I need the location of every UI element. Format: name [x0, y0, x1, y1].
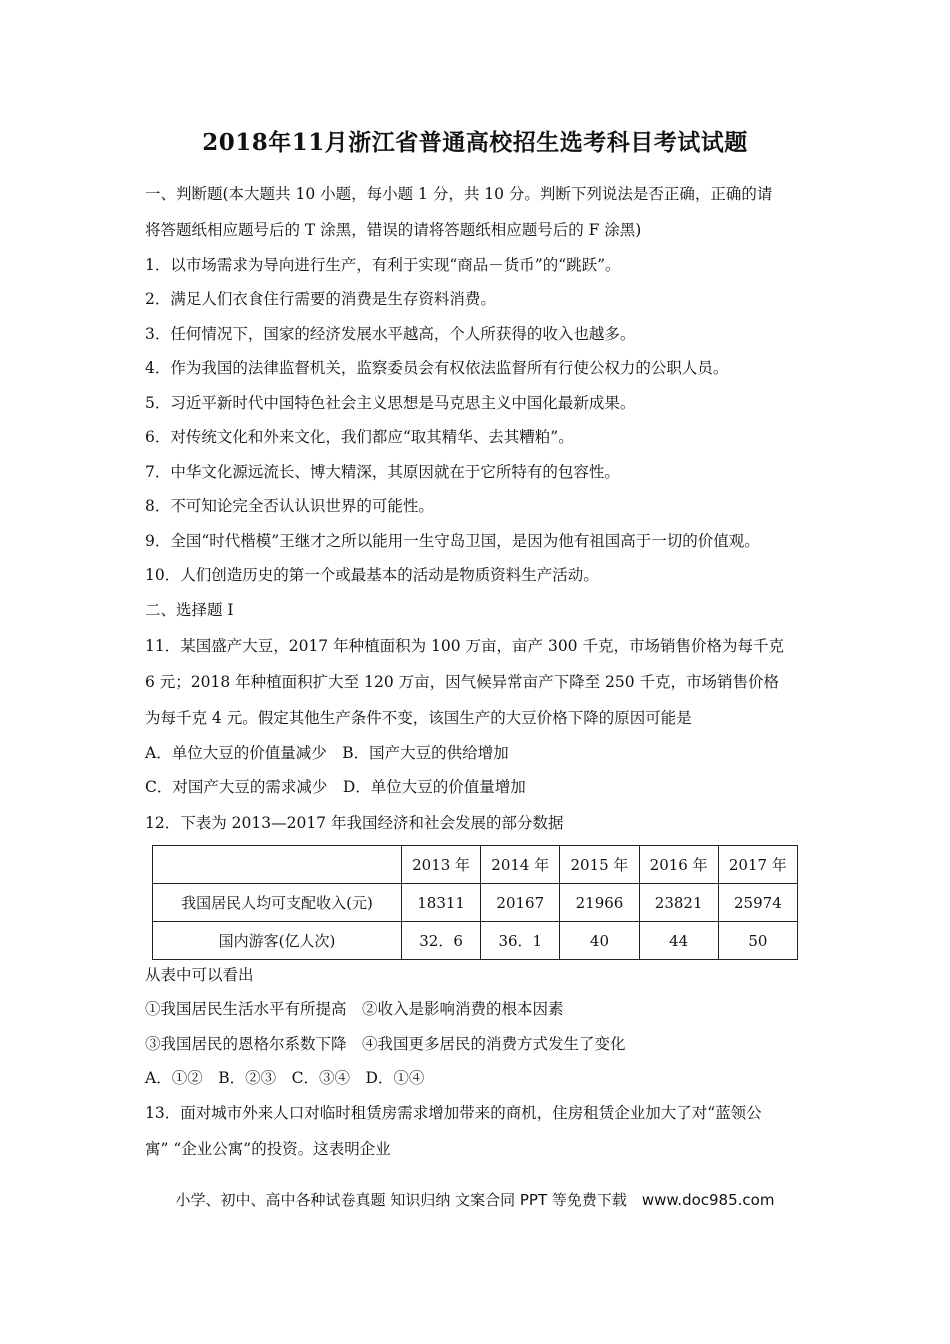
page-title: 2018年11月浙江省普通高校招生选考科目考试试题 [202, 129, 748, 156]
q12-options: A．①② B．②③ C．③④ D．①④ [145, 1069, 425, 1087]
table-header-cell [153, 846, 402, 884]
table-cell: 23821 [639, 884, 718, 922]
table-cell: 40 [560, 922, 639, 960]
q11-line2: 6 元；2018 年种植面积扩大至 120 万亩，因气候异常亩产下降至 250 千克，市场销售价格 [145, 673, 780, 691]
table-header-cell: 2015 年 [560, 846, 639, 884]
judgement-item-5: 5．习近平新时代中国特色社会主义思想是马克思主义中国化最新成果。 [145, 394, 636, 412]
judgement-item-8: 8．不可知论完全否认认识世界的可能性。 [145, 497, 434, 515]
table-header-row [153, 846, 798, 884]
q11-options-line2: C．对国产大豆的需求减少 D．单位大豆的价值量增加 [145, 778, 526, 796]
table-cell: 32．6 [402, 922, 481, 960]
q12-after-table: 从表中可以看出 [145, 966, 254, 984]
table-cell: 21966 [560, 884, 639, 922]
judgement-item-6: 6．对传统文化和外来文化，我们都应“取其精华、去其糟粕”。 [145, 428, 574, 446]
q11-options-line1: A．单位大豆的价值量减少 B．国产大豆的供给增加 [145, 744, 509, 762]
table-cell: 我国居民人均可支配收入(元) [153, 884, 402, 922]
q12-data-table [152, 845, 798, 960]
table-cell: 国内游客(亿人次) [153, 922, 402, 960]
table-cell: 25974 [718, 884, 797, 922]
table-cell: 50 [718, 922, 797, 960]
judgement-item-1: 1．以市场需求为导向进行生产，有利于实现“商品－货币”的“跳跃”。 [145, 256, 621, 274]
q11-line1: 11．某国盛产大豆，2017 年种植面积为 100 万亩，亩产 300 千克，市场销售价格为每千克 [145, 637, 784, 655]
q13-line1: 13．面对城市外来人口对临时租赁房需求增加带来的商机，住房租赁企业加大了对“蓝领公 [145, 1104, 762, 1122]
table-cell: 44 [639, 922, 718, 960]
judgement-item-9: 9．全国“时代楷模”王继才之所以能用一生守岛卫国，是因为他有祖国高于一切的价值观。 [145, 532, 760, 550]
section2-heading: 二、选择题 I [145, 601, 234, 619]
judgement-item-3: 3．任何情况下，国家的经济发展水平越高，个人所获得的收入也越多。 [145, 325, 636, 343]
section1-heading-line1: 一、判断题(本大题共 10 小题，每小题 1 分，共 10 分。判断下列说法是否正确，正确的请 [145, 185, 773, 203]
judgement-item-4: 4．作为我国的法律监督机关，监察委员会有权依法监督所有行使公权力的公职人员。 [145, 359, 729, 377]
q11-line3: 为每千克 4 元。假定其他生产条件不变，该国生产的大豆价格下降的原因可能是 [145, 709, 692, 727]
table-header-cell: 2016 年 [639, 846, 718, 884]
footer-download-notice: 小学、初中、高中各种试卷真题 知识归纳 文案合同 PPT 等免费下载 www.doc985.com [175, 1191, 775, 1209]
section1-heading-line2: 将答题纸相应题号后的 T 涂黑，错误的请将答题纸相应题号后的 F 涂黑) [145, 221, 642, 239]
judgement-item-10: 10．人们创造历史的第一个或最基本的活动是物质资料生产活动。 [145, 566, 599, 584]
table-cell: 20167 [481, 884, 560, 922]
q12-statements-line2: ③我国居民的恩格尔系数下降 ④我国更多居民的消费方式发生了变化 [145, 1035, 626, 1053]
table-cell: 18311 [402, 884, 481, 922]
table-row [153, 922, 798, 960]
judgement-item-7: 7．中华文化源远流长、博大精深，其原因就在于它所特有的包容性。 [145, 463, 620, 481]
table-header-cell: 2017 年 [718, 846, 797, 884]
table-row [153, 884, 798, 922]
table-header-cell: 2014 年 [481, 846, 560, 884]
q12-stem: 12．下表为 2013—2017 年我国经济和社会发展的部分数据 [145, 814, 564, 832]
judgement-item-2: 2．满足人们衣食住行需要的消费是生存资料消费。 [145, 290, 496, 308]
q13-line2: 寓” “企业公寓”的投资。这表明企业 [145, 1140, 391, 1158]
table-cell: 36．1 [481, 922, 560, 960]
q12-statements-line1: ①我国居民生活水平有所提高 ②收入是影响消费的根本因素 [145, 1000, 564, 1018]
table-header-cell: 2013 年 [402, 846, 481, 884]
